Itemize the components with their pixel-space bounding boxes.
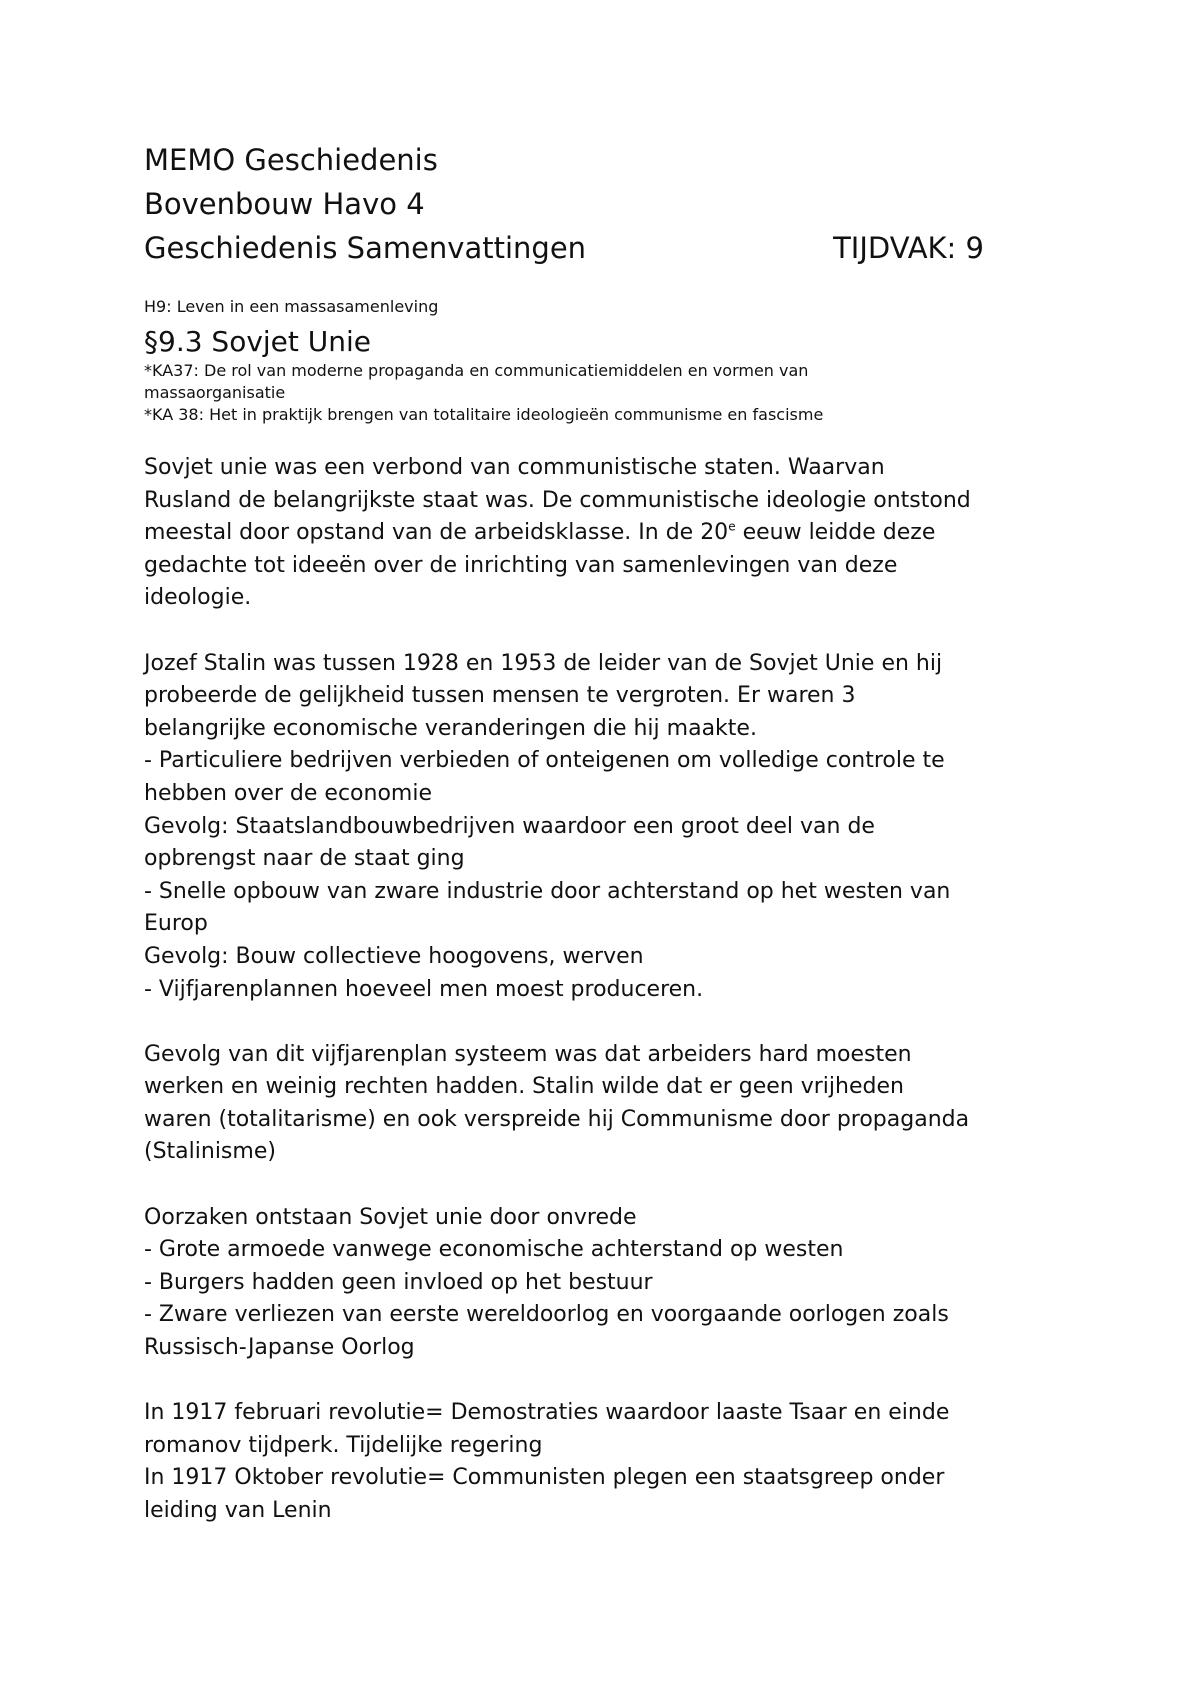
gevolg-paragraph (144, 1039, 1074, 1169)
intro-paragraph (144, 452, 1074, 615)
text-line: Sovjet unie was een verbond van communistische staten. Waarvan (144, 455, 885, 480)
ka-line: *KA 38: Het in praktijk brengen van totalitaire ideologieën communisme en fascisme (144, 405, 824, 424)
text-line: In 1917 Oktober revolutie= Communisten plegen een staatsgreep onder (144, 1465, 945, 1491)
text-line: gedachte tot ideeën over de inrichting van samenlevingen van deze (144, 552, 898, 578)
header-row (144, 226, 984, 270)
text-line: Rusland de belangrijkste staat was. De communistische ideologie ontstond (144, 487, 971, 513)
ka-line: *KA37: De rol van moderne propaganda en communicatiemiddelen en vormen van (144, 361, 809, 380)
text-line: Gevolg van dit vijfjarenplan systeem was dat arbeiders hard moesten (144, 1041, 912, 1067)
header-title: MEMO Geschiedenis (144, 143, 438, 177)
text-line: - Vijfjarenplannen hoeveel men moest produceren. (144, 976, 704, 1002)
text-line: probeerde de gelijkheid tussen mensen te vergroten. Er waren 3 (144, 683, 856, 709)
text-line: Europ (144, 911, 208, 937)
text-line: Russisch-Japanse Oorlog (144, 1335, 415, 1361)
chapter-label: H9: Leven in een massasamenleving (144, 297, 439, 316)
header-tijdvak: TIJDVAK: 9 (833, 231, 984, 265)
text-line: Gevolg: Bouw collectieve hoogovens, werven (144, 943, 644, 969)
text-line: Oorzaken ontstaan Sovjet unie door onvrede (144, 1204, 637, 1230)
text-line: Gevolg: Staatslandbouwbedrijven waardoor een groot deel van de (144, 813, 875, 839)
text-line: belangrijke economische veranderingen die hij maakte. (144, 715, 757, 741)
text-line: (Stalinisme) (144, 1139, 276, 1165)
document-header (144, 138, 1074, 270)
text-line: - Zware verliezen van eerste wereldoorlog en voorgaande oorlogen zoals (144, 1302, 949, 1328)
text-line: In 1917 februari revolutie= Demostraties waardoor laaste Tsaar en einde (144, 1400, 950, 1426)
text-line: - Snelle opbouw van zware industrie door achterstand op het westen van (144, 878, 951, 904)
text-line: - Burgers hadden geen invloed op het bestuur (144, 1269, 653, 1295)
header-level: Bovenbouw Havo 4 (144, 187, 425, 221)
text-line: leiding van Lenin (144, 1498, 332, 1523)
text-line: - Grote armoede vanwege economische achterstand op westen (144, 1237, 844, 1263)
superscript: e (728, 519, 736, 534)
document-page (144, 138, 1074, 1528)
ka-list (144, 360, 1074, 426)
body-text (144, 452, 1074, 1528)
text-line: romanov tijdperk. Tijdelijke regering (144, 1432, 543, 1458)
revoluties-paragraph (144, 1397, 1074, 1527)
text-fragment: eeuw leidde deze (735, 520, 936, 546)
text-fragment: meestal door opstand van de arbeidsklasse. In de 20 (144, 520, 729, 546)
text-line: ideologie. (144, 585, 252, 611)
ka-line: massaorganisatie (144, 383, 286, 402)
text-line: opbrengst naar de staat ging (144, 846, 465, 872)
text-line: werken en weinig rechten hadden. Stalin wilde dat er geen vrijheden (144, 1074, 904, 1100)
text-line (144, 517, 1074, 550)
text-line: waren (totalitarisme) en ook verspreide hij Communisme door propaganda (144, 1106, 970, 1132)
text-line: - Particuliere bedrijven verbieden of onteigenen om volledige controle te (144, 748, 945, 774)
stalin-paragraph (144, 648, 1074, 1007)
text-line: hebben over de economie (144, 780, 432, 806)
text-line: Jozef Stalin was tussen 1928 en 1953 de leider van de Sovjet Unie en hij (144, 650, 943, 676)
oorzaken-paragraph (144, 1202, 1074, 1365)
section-title: §9.3 Sovjet Unie (144, 325, 372, 358)
header-summary-label: Geschiedenis Samenvattingen (144, 231, 587, 265)
